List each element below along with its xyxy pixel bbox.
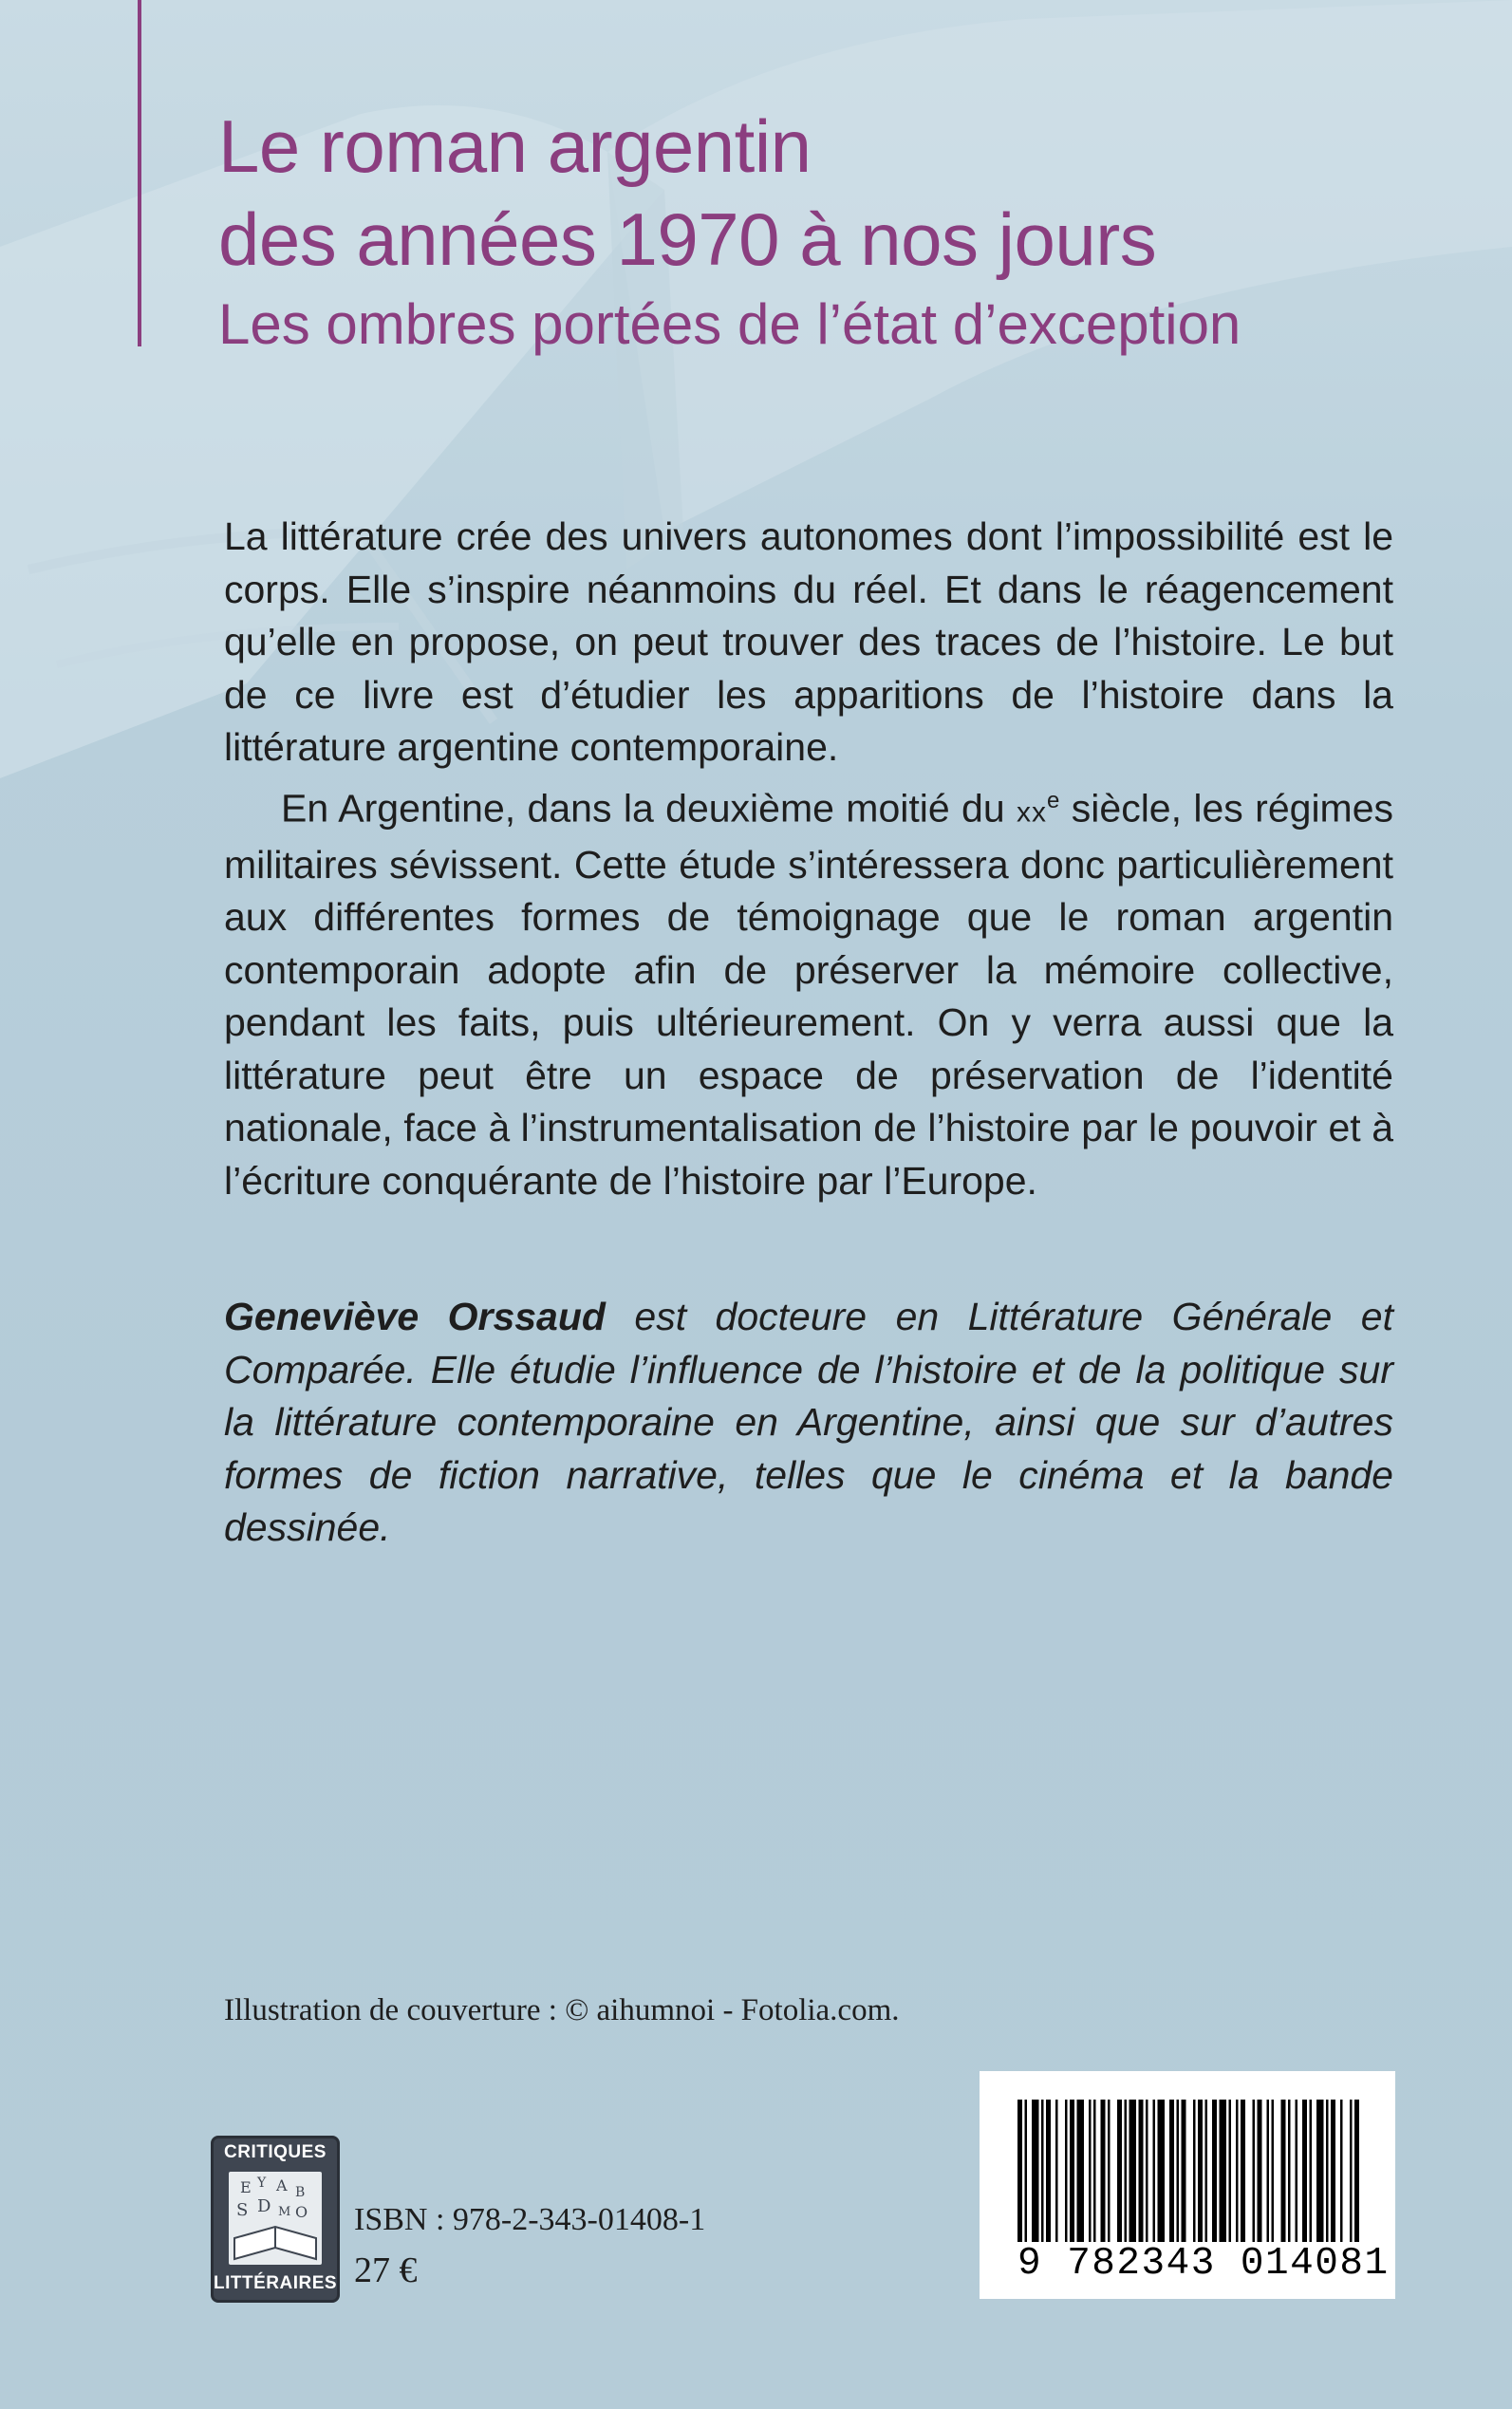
title-block: [218, 100, 1452, 362]
barcode-bar: [1310, 2100, 1313, 2242]
barcode-bar: [1331, 2100, 1335, 2242]
barcode-bar: [1220, 2100, 1227, 2242]
barcode-bar: [1198, 2100, 1203, 2242]
barcode-bar: [1193, 2100, 1196, 2242]
barcode-bar: [1065, 2100, 1068, 2242]
barcode-bar: [1070, 2100, 1074, 2242]
isbn-number: ISBN : 978-2-343-01408-1: [354, 2202, 706, 2237]
barcode-bar: [1354, 2100, 1359, 2242]
barcode-bar: [1316, 2100, 1324, 2242]
summary-paragraph-2: [224, 775, 1393, 1208]
barcode-bar: [1055, 2100, 1058, 2242]
author-bio: [224, 1291, 1393, 1555]
isbn-block: [354, 2202, 705, 2291]
barcode-bar: [1089, 2100, 1092, 2242]
barcode-bar: [1108, 2100, 1111, 2242]
barcode-digits: 9 782343 014081: [1017, 2242, 1390, 2286]
barcode-bar: [1288, 2100, 1291, 2242]
barcode-bar: [1272, 2100, 1275, 2242]
illustration-credit: Illustration de couverture : © aihumnoi - Fotolia.com.: [224, 1993, 900, 2027]
barcode-bar: [1302, 2100, 1307, 2242]
svg-text:S: S: [236, 2200, 249, 2220]
barcode-bar: [1326, 2100, 1329, 2242]
century-superscript: e: [1047, 787, 1060, 813]
barcode-bar: [1046, 2100, 1051, 2242]
barcode-bar: [1205, 2100, 1208, 2242]
summary-text: [224, 511, 1393, 1207]
book-title-line-1: Le roman argentin: [218, 104, 812, 188]
barcode-bars: [1017, 2100, 1359, 2242]
author-bio-text: est docteure en Littérature Générale et Comparée. Elle étudie l’influence de l’histoire et de la politique sur la littérature contemporaine en Argentine, ainsi que sur d’autres formes de fiction narrative, telles que le cinéma et la bande dessinée.: [224, 1295, 1393, 1549]
svg-text:D: D: [257, 2196, 271, 2216]
barcode-bar: [1267, 2100, 1270, 2242]
barcode-bar: [1236, 2100, 1239, 2242]
barcode-bar: [1139, 2100, 1144, 2242]
summary-paragraph-2-end: siècle, les régimes militaires sévissent. Cette étude s’intéressera donc particulièrement aux différentes formes de témoignage que le roman argentin contemporain adopte afin de préserver la mémoire collective, pendant les faits, puis ultérieurement. On y verra aussi que la littérature peut être un espace de préservation de l’identité nationale, face à l’instrumentalisation de l’histoire par le pouvoir et à l’écriture conquérante de l’histoire par l’Europe.: [224, 786, 1394, 1203]
svg-text:B: B: [295, 2185, 306, 2200]
barcode-bar: [1296, 2100, 1298, 2242]
svg-text:A: A: [276, 2176, 288, 2194]
barcode-bar: [1229, 2100, 1232, 2242]
barcode-bar: [1025, 2100, 1028, 2242]
barcode-bar: [1093, 2100, 1096, 2242]
barcode-bar: [1350, 2100, 1353, 2242]
barcode-bar: [1077, 2100, 1085, 2242]
barcode-bar: [1032, 2100, 1039, 2242]
barcode-bar: [1253, 2100, 1256, 2242]
series-logo-emblem: [229, 2172, 322, 2265]
barcode-bar: [1017, 2100, 1022, 2242]
barcode-bar: [1125, 2100, 1128, 2242]
barcode-bar: [1182, 2100, 1186, 2242]
barcode-bar: [1158, 2100, 1166, 2242]
svg-text:M: M: [278, 2205, 291, 2219]
book-letters-icon: [229, 2172, 322, 2265]
century-numeral: xx: [1017, 796, 1048, 829]
summary-paragraph-1: La littérature crée des univers autonomes dont l’impossibilité est le corps. Elle s’inspire néanmoins du réel. Et dans le réagencement qu’elle en propose, on peut trouver des traces de l’histoire. Le but de ce livre est d’étudier les apparitions de l’histoire dans la littérature argentine contemporaine.: [224, 514, 1393, 769]
barcode-bar: [1117, 2100, 1122, 2242]
barcode-bar: [1041, 2100, 1044, 2242]
barcode-bar: [1169, 2100, 1174, 2242]
series-logo: [211, 2136, 340, 2303]
accent-bar: [138, 0, 141, 346]
barcode-bar: [1153, 2100, 1156, 2242]
barcode-bar: [1101, 2100, 1106, 2242]
series-label-top: CRITIQUES: [224, 2142, 327, 2162]
barcode-bar: [1281, 2100, 1286, 2242]
svg-text:Y: Y: [257, 2176, 267, 2191]
book-title-line-2: des années 1970 à nos jours: [218, 197, 1157, 281]
barcode-bar: [1212, 2100, 1217, 2242]
author-name: Geneviève Orssaud: [224, 1295, 606, 1338]
price: 27 €: [354, 2250, 418, 2290]
series-label-bottom: LITTÉRAIRES: [214, 2273, 338, 2293]
barcode-bar: [1146, 2100, 1148, 2242]
svg-text:E: E: [240, 2178, 252, 2196]
summary-paragraph-2-start: En Argentine, dans la deuxième moitié du: [281, 786, 1017, 831]
barcode-bar: [1340, 2100, 1343, 2242]
barcode-bar: [1129, 2100, 1137, 2242]
barcode: [980, 2071, 1395, 2299]
barcode-bar: [1241, 2100, 1245, 2242]
barcode-bar: [1258, 2100, 1262, 2242]
barcode-bar: [1177, 2100, 1180, 2242]
book-subtitle: Les ombres portées de l’état d’exception: [218, 292, 1241, 356]
svg-text:O: O: [295, 2203, 308, 2221]
